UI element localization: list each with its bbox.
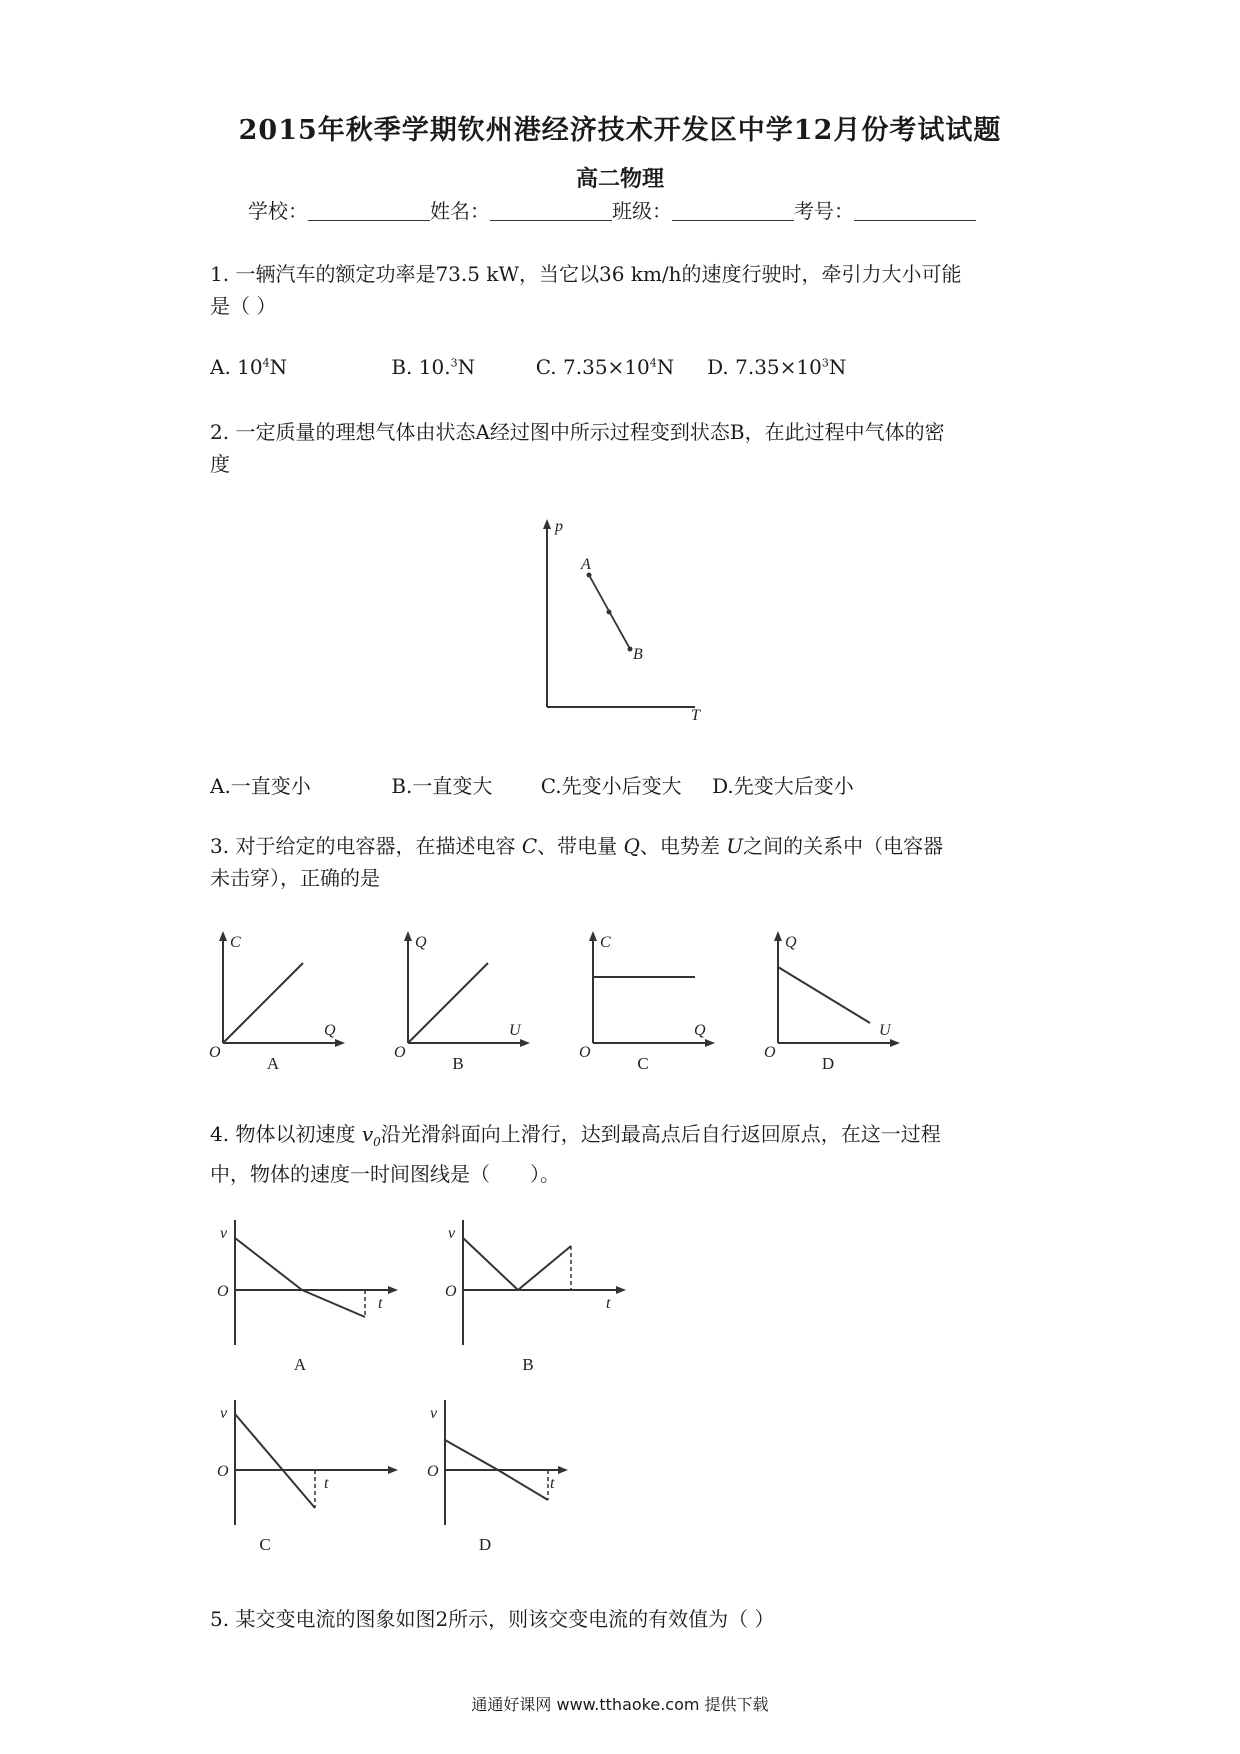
- field-name-label: 姓名：: [430, 199, 490, 223]
- question-text: 某交变电流的图象如图2所示，则该交变电流的有效值为（ ）: [235, 1607, 775, 1631]
- point-b-label: B: [633, 646, 643, 663]
- question-4: 4. 物体以初速度 $v_0$沿光滑斜面向上滑行，达到最高点后自行返回原点，在这一过程 中，物体的速度一时间图线是（ ）。: [210, 1118, 941, 1190]
- vt-graph-d[interactable]: [427, 1400, 568, 1554]
- field-id-blank[interactable]: [854, 202, 976, 221]
- svg-text:C: C: [230, 934, 241, 951]
- svg-text:Q: Q: [415, 934, 427, 951]
- symbol-u: U: [726, 834, 744, 858]
- svg-text:v: v: [220, 1225, 228, 1242]
- option-d[interactable]: D.先变大后变小: [712, 774, 854, 798]
- question-3: 3. 对于给定的电容器，在描述电容 C、带电量 Q、电势差 U之间的关系中（电容器 未击穿），正确的是: [210, 830, 943, 894]
- svg-text:O: O: [445, 1283, 457, 1300]
- q3-graphs: [205, 925, 925, 1075]
- svg-text:O: O: [427, 1463, 439, 1480]
- svg-text:O: O: [394, 1044, 406, 1061]
- svg-text:O: O: [764, 1044, 776, 1061]
- footer-source: 通通好课网 www.tthaoke.com 提供下载: [471, 1695, 769, 1714]
- svg-text:C: C: [600, 934, 611, 951]
- field-id-label: 考号：: [794, 199, 854, 223]
- symbol-c: C: [521, 834, 538, 858]
- svg-text:B: B: [452, 1054, 464, 1073]
- svg-text:C: C: [259, 1535, 271, 1554]
- question-text: 一辆汽车的额定功率是73.5 kW，当它以36 km/h的速度行驶时，牵引力大小可能: [235, 262, 962, 286]
- question-number: 1.: [210, 262, 230, 286]
- svg-text:D: D: [821, 1054, 835, 1073]
- svg-text:O: O: [579, 1044, 591, 1061]
- exam-title: 2015年秋季学期钦州港经济技术开发区中学12月份考试试题: [238, 115, 1002, 146]
- vt-graph-b[interactable]: [445, 1220, 626, 1374]
- p-axis-arrow: [543, 519, 551, 529]
- svg-text:Q: Q: [324, 1022, 336, 1039]
- student-info-line: [248, 195, 976, 224]
- graph-b[interactable]: [394, 931, 530, 1073]
- p-axis-label: p: [555, 518, 563, 535]
- question-2: [210, 416, 945, 480]
- point-a-label: A: [581, 556, 591, 573]
- point-a: [587, 573, 592, 578]
- question-number: 5.: [210, 1607, 230, 1631]
- option-a[interactable]: A. $10^4N$: [210, 355, 288, 379]
- svg-text:v: v: [448, 1225, 456, 1242]
- svg-text:C: C: [637, 1054, 649, 1073]
- question-text: 物体以初速度: [235, 1122, 356, 1146]
- option-b[interactable]: B. 10.$^3$N: [391, 355, 476, 379]
- svg-text:O: O: [217, 1283, 229, 1300]
- question-text-cont: 未击穿），正确的是: [210, 866, 380, 890]
- svg-text:t: t: [324, 1475, 329, 1492]
- symbol-q: Q: [623, 834, 640, 858]
- point-mid: [607, 610, 612, 615]
- question-text-cont: 中，物体的速度一时间图线是（ ）。: [210, 1162, 560, 1186]
- option-a[interactable]: A.一直变小: [210, 774, 311, 798]
- field-school-label: 学校：: [248, 199, 308, 223]
- svg-text:Q: Q: [785, 934, 797, 951]
- field-name-blank[interactable]: [490, 202, 612, 221]
- svg-text:B: B: [522, 1355, 534, 1374]
- question-text: 一定质量的理想气体由状态A经过图中所示过程变到状态B，在此过程中气体的密: [235, 420, 945, 444]
- svg-text:t: t: [606, 1295, 611, 1312]
- svg-text:U: U: [879, 1022, 891, 1039]
- question-5: [210, 1603, 775, 1635]
- question-number: 2.: [210, 420, 230, 444]
- question-text: 对于给定的电容器，在描述电容: [235, 834, 516, 858]
- svg-text:U: U: [509, 1022, 521, 1039]
- field-school-blank[interactable]: [308, 202, 430, 221]
- question-number: 4.: [210, 1122, 230, 1146]
- svg-text:O: O: [209, 1044, 221, 1061]
- svg-text:Q: Q: [694, 1022, 706, 1039]
- q4-graphs: [210, 1210, 630, 1565]
- graph-c[interactable]: [579, 931, 715, 1073]
- question-2-options: [210, 770, 854, 799]
- svg-text:D: D: [478, 1535, 492, 1554]
- svg-text:v: v: [430, 1405, 438, 1422]
- vt-graph-a[interactable]: [217, 1220, 398, 1374]
- svg-text:t: t: [378, 1295, 383, 1312]
- field-class-blank[interactable]: [672, 202, 794, 221]
- question-text-cont: 是（ ）: [210, 294, 277, 318]
- graph-d[interactable]: [764, 931, 900, 1073]
- option-b[interactable]: B.一直变大: [391, 774, 493, 798]
- vt-graph-c[interactable]: [217, 1400, 398, 1554]
- svg-text:A: A: [266, 1054, 280, 1073]
- field-class-label: 班级：: [612, 199, 672, 223]
- svg-text:O: O: [217, 1463, 229, 1480]
- point-b: [628, 647, 633, 652]
- svg-text:t: t: [550, 1475, 555, 1492]
- pt-diagram: [535, 515, 715, 725]
- option-c[interactable]: C. $7.35\times 10^4N$: [535, 355, 675, 379]
- exam-subject: 高二物理: [575, 166, 664, 192]
- question-1: [210, 258, 962, 322]
- option-d[interactable]: D. $7.35\times 10^3N$: [707, 355, 847, 379]
- question-1-options: [210, 355, 846, 379]
- svg-text:v: v: [220, 1405, 228, 1422]
- question-number: 3.: [210, 834, 230, 858]
- question-text-cont: 度: [210, 452, 230, 476]
- symbol-v0: $v_0$: [361, 1122, 381, 1149]
- svg-text:A: A: [293, 1355, 307, 1374]
- graph-a[interactable]: [209, 931, 345, 1073]
- option-c[interactable]: C.先变小后变大: [540, 774, 682, 798]
- t-axis-label: T: [691, 707, 700, 724]
